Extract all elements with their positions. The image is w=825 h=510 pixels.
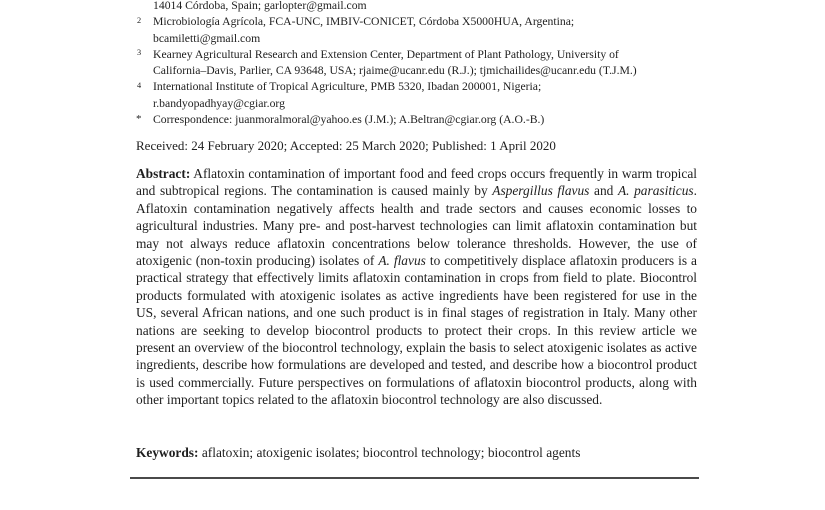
affiliation-line: Kearney Agricultural Research and Extension Center, Department of Plant Pathology, University of	[153, 47, 619, 61]
affiliation-line: California–Davis, Parlier, CA 93648, USA; rjaime@ucanr.edu (R.J.); tjmichailides@ucanr.edu (T.J.M.)	[153, 64, 637, 78]
abstract-text: . Aflatoxin contamination negatively affects health and trade sectors and causes economic losses to agricultural industries. Many pre- and post-harvest technologies can limit aflatoxin contamination but may not always reduce aflatoxin concentrations below tolerance thresholds. However, the use of atoxigenic (non-toxin producing) isolates of	[136, 183, 697, 269]
article-dates-line: Received: 24 February 2020; Accepted: 25 March 2020; Published: 1 April 2020	[136, 138, 556, 153]
abstract-text: to competitively displace aflatoxin producers is a practical strategy that effectively limits aflatoxin contamination in crops from field to plate. Biocontrol products formulated with atoxigenic isolates as active ingredients have been registered for use in the US, several African nations, and one such product is in final stages of registration in Italy. Many other nations are seeking to develop biocontrol products to protect their crops. In this review article we present an overview of the biocontrol technology, explain the basis to select atoxigenic isolates as active ingredients, describe how formulations are developed and tested, and describe how a biocontrol product is used commercially. Future perspectives on formulations of aflatoxin biocontrol products, along with other important topics related to the aflatoxin biocontrol technology are also discussed.	[136, 253, 697, 408]
affiliation-item	[137, 14, 701, 47]
affiliation-line: bcamiletti@gmail.com	[153, 31, 261, 45]
keywords-line	[136, 444, 697, 461]
abstract-species-italic: A. parasiticus	[617, 183, 694, 199]
affiliation-marker: 2	[137, 15, 142, 25]
affiliation-item	[137, 79, 701, 112]
correspondence-line: Correspondence: juanmoralmoral@yahoo.es (J.M.); A.Beltran@cgiar.org (A.O.-B.)	[153, 113, 545, 127]
affiliation-line: 14014 Córdoba, Spain; garlopter@gmail.com	[153, 0, 367, 12]
affiliations-block	[136, 0, 701, 128]
affiliation-line: r.bandyopadhyay@cgiar.org	[153, 96, 285, 110]
correspondence-item	[136, 112, 701, 128]
affiliation-marker: 4	[137, 80, 142, 90]
affiliation-item	[153, 0, 701, 14]
abstract-paragraph	[136, 165, 697, 409]
abstract-species-italic: A. flavus	[378, 253, 426, 269]
keywords-text: aflatoxin; atoxigenic isolates; biocontrol technology; biocontrol agents	[201, 445, 581, 460]
abstract-label: Abstract:	[136, 166, 191, 181]
affiliation-marker: 3	[137, 48, 142, 58]
abstract-text: and	[589, 183, 618, 199]
section-divider-rule	[130, 477, 699, 479]
correspondence-marker: *	[136, 113, 142, 126]
affiliation-line: Microbiología Agrícola, FCA-UNC, IMBIV-CONICET, Córdoba X5000HUA, Argentina;	[153, 15, 575, 29]
keywords-label: Keywords:	[136, 445, 199, 460]
abstract-text: Aflatoxin contamination of important food and feed crops occurs frequently in warm tropical and subtropical regions. The contamination is caused mainly by	[136, 166, 697, 199]
affiliation-item	[137, 47, 701, 80]
affiliation-line: International Institute of Tropical Agriculture, PMB 5320, Ibadan 200001, Nigeria;	[153, 80, 542, 94]
abstract-species-italic: Aspergillus flavus	[492, 183, 590, 199]
